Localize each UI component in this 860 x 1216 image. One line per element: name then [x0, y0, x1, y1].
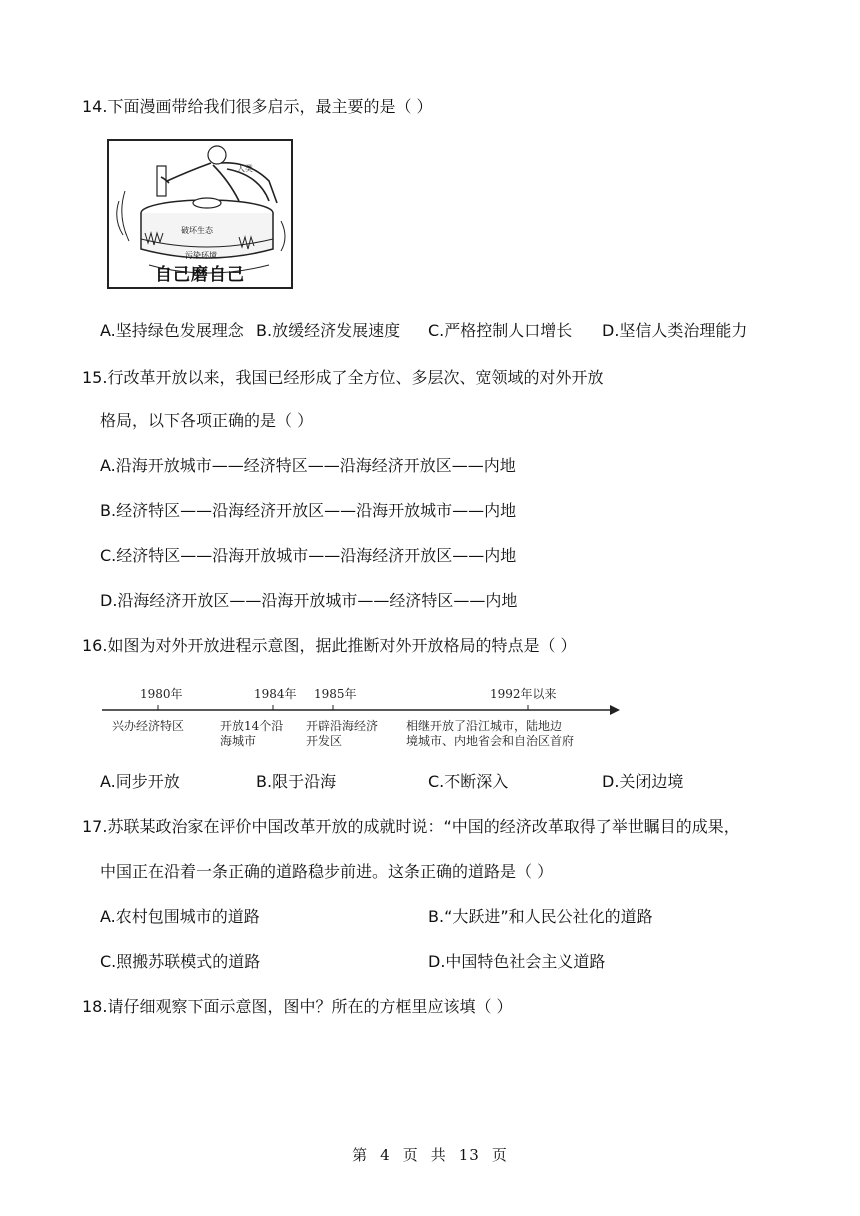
timeline-year-1985: 1985年 — [314, 687, 357, 701]
timeline-year-1980: 1980年 — [140, 687, 183, 701]
question-16-stem: 16.如图为对外开放进程示意图，据此推断对外开放格局的特点是（ ） — [82, 636, 577, 655]
footer-total-pages: 13 — [458, 1146, 480, 1164]
question-14-stem: 14.下面漫画带给我们很多启示，最主要的是（ ） — [82, 97, 433, 116]
page-footer — [0, 1144, 860, 1165]
question-17-stem-line1: 17.苏联某政治家在评价中国改革开放的成就时说：“中国的经济改革取得了举世瞩目的成果， — [82, 817, 740, 836]
q15-option-a[interactable]: A.沿海开放城市——经济特区——沿海经济开放区——内地 — [100, 456, 516, 475]
question-15-stem-line1: 15.行改革开放以来，我国已经形成了全方位、多层次、宽领域的对外开放 — [82, 368, 604, 387]
timeline-event-1992: 相继开放了沿江城市，陆地边 境城市、内地省会和自治区首府 — [406, 719, 575, 748]
q14-option-b[interactable]: B.放缓经济发展速度 — [256, 321, 401, 340]
q14-option-a[interactable]: A.坚持绿色发展理念 — [100, 321, 244, 340]
footer-ye: 页 — [402, 1146, 419, 1164]
q17-option-d[interactable]: D.中国特色社会主义道路 — [428, 952, 606, 971]
question-15-stem-line2: 格局，以下各项正确的是（ ） — [100, 411, 314, 430]
q16-option-d[interactable]: D.关闭边境 — [602, 772, 684, 791]
q17-option-a[interactable]: A.农村包围城市的道路 — [100, 907, 260, 926]
timeline-event-1985: 开辟沿海经济 开发区 — [306, 719, 379, 748]
cartoon-caption: 自己磨自己 — [155, 265, 245, 285]
opening-timeline — [88, 677, 628, 757]
footer-page-number: 4 — [380, 1146, 391, 1164]
q15-option-d[interactable]: D.沿海经济开放区——沿海开放城市——经济特区——内地 — [100, 591, 518, 610]
q16-option-c[interactable]: C.不断深入 — [428, 772, 509, 791]
timeline-year-1992: 1992年以来 — [490, 687, 557, 701]
q15-option-c[interactable]: C.经济特区——沿海开放城市——沿海经济开放区——内地 — [100, 546, 517, 565]
q16-option-a[interactable]: A.同步开放 — [100, 772, 180, 791]
cartoon-label-human: 人类 — [237, 164, 253, 173]
footer-di: 第 — [352, 1146, 369, 1164]
timeline-year-1984: 1984年 — [254, 687, 297, 701]
footer-gong: 共 — [430, 1146, 447, 1164]
timeline-event-1984: 开放14个沿 海城市 — [220, 719, 284, 748]
question-18-stem: 18.请仔细观察下面示意图，图中？所在的方框里应该填（ ） — [82, 997, 513, 1016]
cartoon-illustration — [107, 139, 293, 289]
cartoon-label-damage: 破坏生态 — [181, 226, 213, 235]
cartoon-label-pollute: 污染环境 — [185, 251, 217, 260]
timeline-event-1980: 兴办经济特区 — [112, 719, 185, 733]
q17-option-b[interactable]: B.“大跃进”和人民公社化的道路 — [428, 907, 653, 926]
q15-option-b[interactable]: B.经济特区——沿海经济开放区——沿海开放城市——内地 — [100, 501, 517, 520]
footer-ye-2: 页 — [491, 1146, 508, 1164]
q17-option-c[interactable]: C.照搬苏联模式的道路 — [100, 952, 261, 971]
question-17-stem-line2: 中国正在沿着一条正确的道路稳步前进。这条正确的道路是（ ） — [100, 862, 554, 881]
q14-option-c[interactable]: C.严格控制人口增长 — [428, 321, 573, 340]
q14-option-d[interactable]: D.坚信人类治理能力 — [602, 321, 748, 340]
q16-option-b[interactable]: B.限于沿海 — [256, 772, 337, 791]
